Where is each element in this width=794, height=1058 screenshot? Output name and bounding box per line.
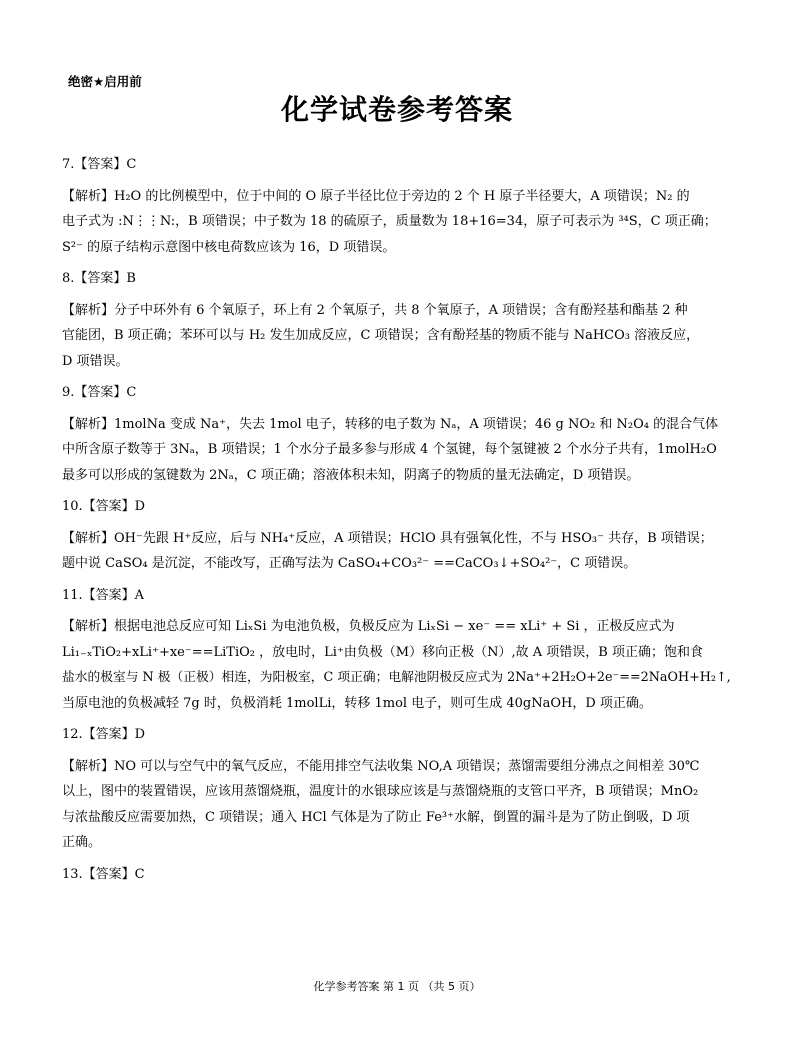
explanation-line: 【解析】NO 可以与空气中的氧气反应，不能用排空气法收集 NO,A 项错误；蒸馏需要组分沸点之间相差 30℃ bbox=[62, 758, 700, 774]
explanation-line: 中所含原子数等于 3Nₐ，B 项错误；1 个水分子最多参与形成 4 个氢键，每个氢键被 2 个水分子共有，1molH₂O bbox=[62, 442, 717, 457]
page-title: 化学试卷参考答案 bbox=[280, 93, 513, 126]
explanation-line: 题中说 CaSO₄ 是沉淀，不能改写，正确写法为 CaSO₄+CO₃²⁻ ==CaCO₃↓+SO₄²⁻，C 项错误。 bbox=[62, 556, 637, 571]
answer-13: 13.【答案】C bbox=[62, 866, 145, 882]
explanation-10 bbox=[62, 526, 732, 577]
explanation-9 bbox=[62, 412, 732, 489]
explanation-line: Li₁₋ₓTiO₂+xLi⁺+xe⁻==LiTiO₂ ，放电时，Li⁺由负极（M）移向正极（N）,故 A 项错误，B 项正确；饱和食 bbox=[62, 644, 703, 660]
explanation-8 bbox=[62, 298, 732, 375]
explanation-line: 【解析】分子中环外有 6 个氧原子，环上有 2 个氧原子，共 8 个氧原子，A 项错误；含有酚羟基和酯基 2 种 bbox=[62, 302, 688, 318]
explanation-line: 盐水的极室与 N 极（正极）相连，为阳极室，C 项正确；电解池阴极反应式为 2Na⁺+2H₂O+2e⁻==2NaOH+H₂↑, bbox=[62, 670, 731, 685]
explanation-11 bbox=[62, 614, 732, 716]
explanation-7 bbox=[62, 184, 732, 261]
explanation-line: S²⁻ 的原子结构示意图中核电荷数应该为 16，D 项错误。 bbox=[62, 239, 396, 255]
answer-9: 9.【答案】C bbox=[62, 385, 137, 400]
explanation-line: 【解析】根据电池总反应可知 LiₓSi 为电池负极，负极反应为 LiₓSi − xe⁻ == xLi⁺ + Si ，正极反应式为 bbox=[62, 619, 675, 634]
answers-content bbox=[62, 152, 732, 893]
page-footer: 化学参考答案 第 1 页 （共 5 页） bbox=[313, 980, 481, 993]
explanation-line: 最多可以形成的氢键数为 2Nₐ，C 项正确；溶液体积未知，阴离子的物质的量无法确定，D 项错误。 bbox=[62, 467, 640, 483]
explanation-line: 与浓盐酸反应需要加热，C 项错误；通入 HCl 气体是为了防止 Fe³⁺水解，倒置的漏斗是为了防止倒吸，D 项 bbox=[62, 809, 690, 825]
explanation-line: 【解析】OH⁻先跟 H⁺反应，后与 NH₄⁺反应，A 项错误；HClO 具有强氧化性，不与 HSO₃⁻ 共存，B 项错误； bbox=[62, 530, 713, 546]
explanation-line: 当原电池的负极减轻 7g 时，负极消耗 1molLi，转移 1mol 电子，则可生成 40gNaOH，D 项正确。 bbox=[62, 695, 652, 711]
explanation-line: 【解析】1molNa 变成 Na⁺，失去 1mol 电子，转移的电子数为 Nₐ，A 项错误；46 g NO₂ 和 N₂O₄ 的混合气体 bbox=[62, 416, 719, 432]
answer-12: 12.【答案】D bbox=[62, 727, 146, 742]
answer-7: 7.【答案】C bbox=[62, 157, 137, 172]
explanation-line: 电子式为 :N⋮⋮N:，B 项错误；中子数为 18 的硫原子，质量数为 18+16=34，原子可表示为 ³⁴S，C 项正确； bbox=[62, 214, 717, 229]
explanation-line: 官能团，B 项正确；苯环可以与 H₂ 发生加成反应，C 项错误；含有酚羟基的物质不能与 NaHCO₃ 溶液反应， bbox=[62, 328, 700, 343]
explanation-line: 以上，图中的装置错误，应该用蒸馏烧瓶，温度计的水银球应该是与蒸馏烧瓶的支管口平齐，B 项错误；MnO₂ bbox=[62, 784, 699, 799]
explanation-12 bbox=[62, 754, 732, 856]
explanation-line: 正确。 bbox=[62, 835, 102, 850]
confidential-label: 绝密★启用前 bbox=[68, 74, 142, 89]
explanation-line: 【解析】H₂O 的比例模型中，位于中间的 O 原子半径比位于旁边的 2 个 H 原子半径要大，A 项错误；N₂ 的 bbox=[62, 188, 690, 204]
answer-10: 10.【答案】D bbox=[62, 499, 146, 514]
answer-11: 11.【答案】A bbox=[62, 587, 145, 603]
explanation-line: D 项错误。 bbox=[62, 353, 129, 369]
answer-8: 8.【答案】B bbox=[62, 271, 136, 286]
